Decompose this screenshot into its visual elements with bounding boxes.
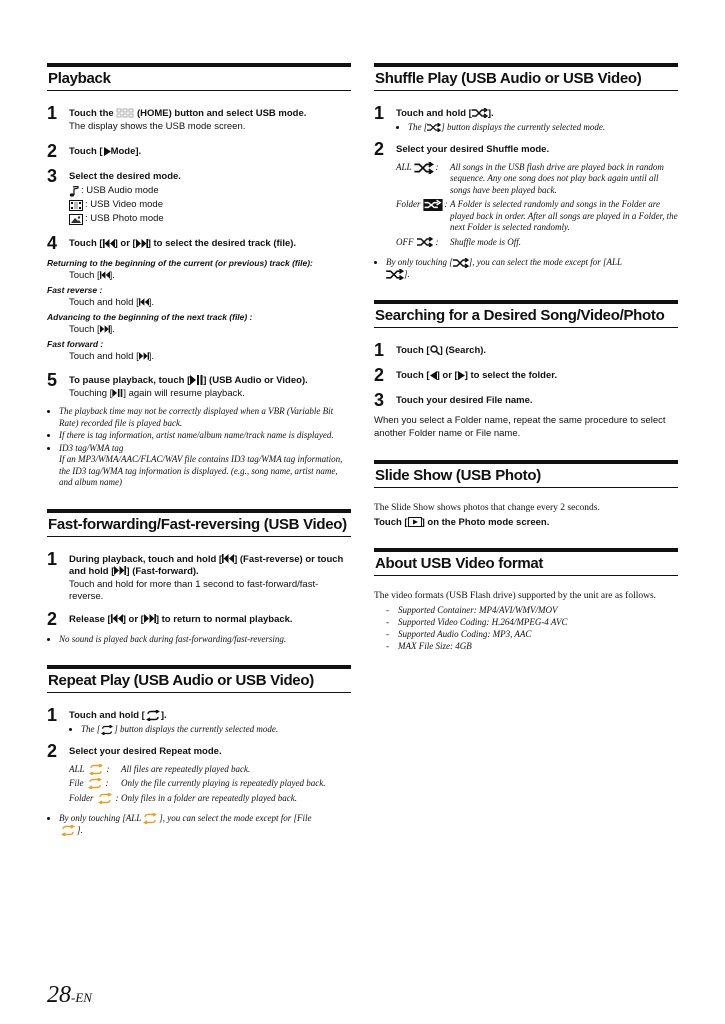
shuffle-option-all: ALL : All songs in the USB flash drive are played back in random sequence. Any one song does not play back again until all songs have been played back. [396,161,664,195]
step-3: 3 Select the desired mode. : USB Audio mode : USB Video mode : USB Photo mode [47,168,351,227]
mode-usb-video: : USB Video mode [69,199,351,211]
list-item: - MAX File Size: 4GB [386,640,678,652]
repeat-file-icon [59,825,77,836]
sub-head-return: Returning to the beginning of the current (or previous) track (file): [47,258,313,268]
video-format-list [374,604,678,652]
section-title-search: Searching for a Desired Song/Video/Photo [374,300,678,328]
shuffle-option-off: OFF : Shuffle mode is Off. [396,236,521,247]
note: • By only touching [ALL ], you can select the mode except for [File ]. [59,813,351,836]
note: • No sound is played back during fast-forwarding/fast-reversing. [59,634,351,646]
prev-track-icon [139,298,149,306]
step-3: 3 Touch your desired File name. [374,390,533,410]
left-column [47,63,351,856]
step-2: 2 Select your desired Repeat mode. ALL : All files are repeatedly played back. File : Only the file currently playing is repeatedly played back. Folder : Only files in a folder are repeatedly played back. [47,743,351,808]
repeat-icon [100,725,114,735]
step-2: 2 Release [ ] or [ ] to return to normal playback. [47,608,293,629]
slideshow-icon [408,517,422,527]
fast-forwarding-section [47,509,351,646]
playback-notes [47,406,351,489]
home-grid-icon [116,108,134,118]
shuffle-icon [427,123,441,132]
play-pause-icon [190,375,203,385]
ff-notes [47,634,351,646]
shuffle-folder-icon [423,199,443,211]
sub-head-advance: Advancing to the beginning of the next track (file) : [47,312,253,322]
step-2: 2 Select your desired Shuffle mode. ALL : All songs in the USB flash drive are played back in random sequence. Any one song does not play back again until all songs have been played back. Folder : A Folder is selected randomly and songs in the Folder are played back in order. After all songs are played in a Folder, the next Folder is selected randomly. OFF : Shuffle mode is Off. [374,138,678,247]
step-5: 5 To pause playback, touch [ ] (USB Audio or Video). Touching [ ] again will resume playback. [47,370,308,399]
arrow-left-icon [430,371,437,380]
list-item: - Supported Video Coding: H.264/MPEG-4 AVC [386,616,678,628]
step-2: 2 Touch [ Mode]. [47,141,142,161]
arrow-right-icon [458,371,465,380]
prev-track-icon [222,554,234,563]
section-title-slideshow: Slide Show (USB Photo) [374,460,678,488]
next-track-icon [114,566,126,575]
section-title-playback: Playback [47,63,351,91]
shuffle-icon [453,258,469,268]
step-1: 1 Touch and hold [ ]. • The [ ] button displays the currently selected mode. [374,105,678,135]
shuffle-all-icon [414,162,434,174]
section-title-video: About USB Video format [374,548,678,576]
music-note-icon [69,186,79,197]
photo-icon [69,214,83,225]
note: • ID3 tag/WMA tag If an MP3/WMA/AAC/FLAC/WAV file contains ID3 tag/WMA tag information, the ID3 tag/WMA tag information is displayed. (e.g., song name, artist name, and album name) [59,443,351,489]
search-icon [430,345,440,355]
prev-track-icon [111,614,123,623]
repeat-all-icon [87,764,105,775]
sub-head-fast-reverse: Fast reverse : [47,285,103,295]
section-title-ff: Fast-forwarding/Fast-reversing (USB Video) [47,509,351,537]
shuffle-icon [472,108,488,118]
repeat-folder-icon [96,793,114,804]
search-section [374,300,678,440]
page-number: 28-EN [47,982,92,1008]
play-pause-icon [112,389,123,397]
step-1: 1 Touch [ ] (Search). [374,340,487,360]
shuffle-notes [374,257,678,280]
step-1: 1 Touch and hold [ ]. • The [ ] button displays the currently selected mode. [47,707,351,737]
slideshow-section: Slide Show (USB Photo) The Slide Show shows photos that change every 2 seconds. Touch [ ] on the Photo mode screen. [374,460,678,528]
step-4: 4 Touch [ ] or [ ] to select the desired track (file). [47,233,297,253]
next-track-icon [100,325,110,333]
play-triangle-icon [103,147,111,156]
note: • If there is tag information, artist name/album name/track name is displayed. [59,430,351,442]
list-item: - Supported Container: MP4/AVI/WMV/MOV [386,604,678,616]
shuffle-options [396,162,678,249]
note: • The [ ] button displays the currently selected mode. [408,122,678,134]
repeat-section [47,665,351,836]
shuffle-section [374,63,678,280]
list-item: - Supported Audio Coding: MP3, AAC [386,628,678,640]
video-format-section: About USB Video format The video formats (USB Flash drive) supported by the unit are as follows. - Supported Container: MP4/AVI/WMV/MOV - Supported Video Coding: H.264/MPEG-4 AVC - Supported Audio Coding: MP3, AAC - MAX File Size: 4GB [374,548,678,653]
mode-usb-photo: : USB Photo mode [69,213,351,225]
sub-head-fast-forward: Fast forward : [47,339,104,349]
repeat-option-all: ALL : All files are repeatedly played back. [69,763,251,774]
repeat-option-file: File : Only the file currently playing is repeatedly played back. [69,778,326,789]
shuffle-option-folder: Folder : A Folder is selected randomly and songs in the Folder are played back in order. After all songs are played in a Folder, the next Folder is selected randomly. [396,199,678,232]
shuffle-off-icon [416,237,434,247]
next-track-icon [139,352,149,360]
step-1: 1 During playback, touch and hold [ ] (Fast-reverse) or touch and hold [ ] (Fast-forward). Touch and hold for more than 1 second to fast-forward/fast-reverse. [47,548,344,602]
repeat-notes [47,813,351,836]
section-title-shuffle: Shuffle Play (USB Audio or USB Video) [374,63,678,91]
right-column [374,63,678,672]
note: • The [ ] button displays the currently selected mode. [81,724,351,736]
playback-section: Playback 1 Touch the (HOME) button and select USB mode. The display shows the USB mode screen. 2 Touch [ Mode]. 3 Select the desired mode. : USB Audio mode : USB Video mode : USB Photo mode 4 Touch [ ] or [ ] to select the desired track (file). Returning to the beginning of the current (or previous) track (file): Touch [ ]. Fast reverse : Touch and hold [ ]. Advancing to the beginning of the next track (file) : Touch [ ]. Fast forward : Touch and hold [ ]. 5 To pause playback, touch [ ] (USB Audio or Video). Touching [ ] again will resume playback. • The playback time may not be correctly displayed when a VBR (Variable Bit Rate) recorded file is played back. • If there is tag information, artist name/album name/track name is displayed. • ID3 tag/WMA tag If an MP3/WMA/AAC/FLAC/WAV file contains ID3 tag/WMA tag information, the ID3 tag/WMA tag information is displayed. (e.g., song name, artist name, and album name) [47,63,351,489]
repeat-option-folder: Folder : Only files in a folder are repeatedly played back. [69,792,298,803]
step-1: 1 Touch the (HOME) button and select USB mode. The display shows the USB mode screen. [47,103,307,132]
next-track-icon [144,614,156,623]
next-track-icon [136,239,148,248]
search-paragraph: When you select a Folder name, repeat the same procedure to select another Folder name or File name. [374,415,666,439]
note: • By only touching [ ], you can select the mode except for [ALL ]. [386,257,678,280]
film-icon [69,200,83,211]
prev-track-icon [100,271,110,279]
prev-track-icon [103,239,115,248]
note: • The playback time may not be correctly displayed when a VBR (Variable Bit Rate) recorded file is played back. [59,406,351,429]
repeat-icon [145,710,161,721]
step-2: 2 Touch [ ] or [ ] to select the folder. [374,365,558,385]
repeat-options [69,764,351,805]
section-title-repeat: Repeat Play (USB Audio or USB Video) [47,665,351,693]
repeat-file-icon [86,778,104,789]
repeat-all-icon [141,813,159,824]
shuffle-all-icon [386,269,404,280]
mode-usb-audio: : USB Audio mode [69,185,351,197]
